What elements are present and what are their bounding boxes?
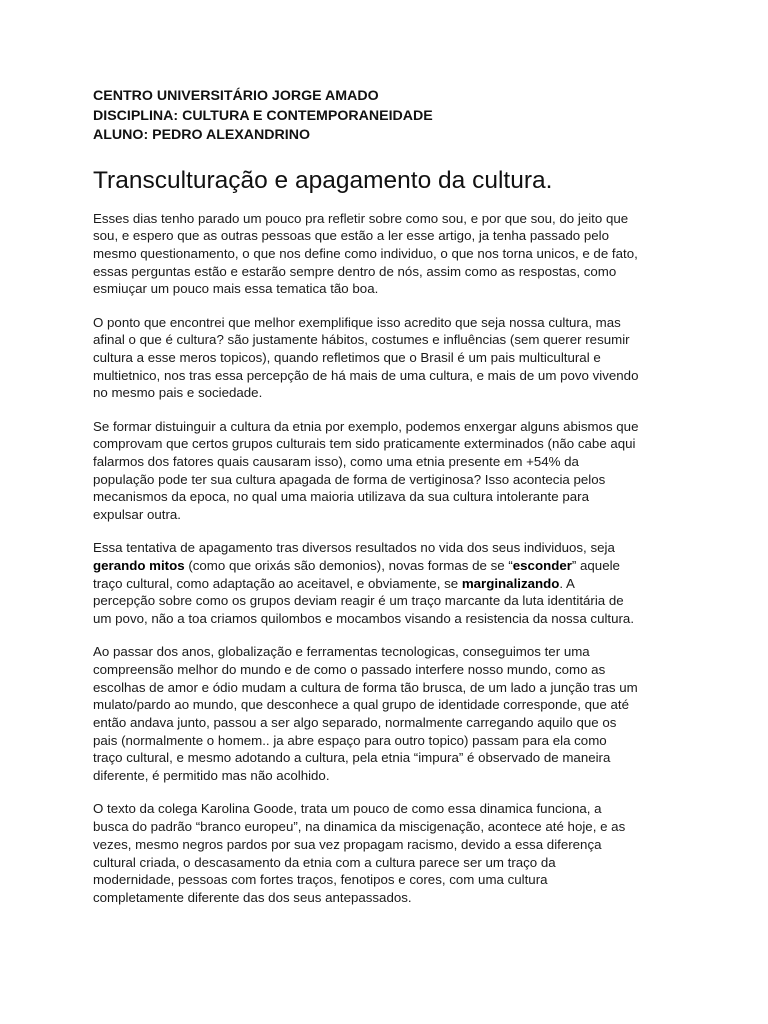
text-line: essas perguntas estão e estarão sempre dentro de nós, assim como as respostas, como <box>93 263 617 279</box>
article-title: Transculturação e apagamento da cultura. <box>93 166 553 194</box>
student-name: ALUNO: PEDRO ALEXANDRINO <box>93 127 311 143</box>
text-line: busca do padrão “branco europeu”, na dinamica da miscigenação, acontece até hoje, e as <box>93 819 626 835</box>
text-line: completamente diferente das dos seus antepassados. <box>93 889 412 905</box>
paragraph-4 <box>93 539 693 628</box>
text-line: pais (normalmente o homem.. ja abre espaço para outro topico) passam para ela como <box>93 732 607 748</box>
text-line: comprovam que certos grupos culturais tem sido praticamente exterminados (não cabe aqui <box>93 436 636 452</box>
text-line: traço cultural, e mesmo adotando a cultura, pela etnia “impura” é observado de maneira <box>93 750 611 766</box>
bold-phrase: esconder <box>512 557 572 573</box>
text-segment: ” aquele <box>571 557 620 573</box>
text-line: esmiuçar um pouco mais essa tematica tão boa. <box>93 281 379 297</box>
text-line: mecanismos da epoca, no qual uma maioria utilizava da sua cultura intolerante para <box>93 489 589 505</box>
text-line: Essa tentativa de apagamento tras diversos resultados no vida dos seus individuos, seja <box>93 540 615 556</box>
text-line: O ponto que encontrei que melhor exemplifique isso acredito que seja nossa cultura, mas <box>93 314 621 330</box>
text-line: então andava junto, passou a ser algo separado, normalmente carregando aquilo que os <box>93 715 617 731</box>
text-line: mulato/pardo ao mundo, que desconhece a qual grupo de identidade corresponde, que até <box>93 697 629 713</box>
text-line: falarmos dos fatores quais causaram isso), como uma etnia presente em +54% da <box>93 453 579 469</box>
text-segment: (como que orixás são demonios), novas formas de se “ <box>184 557 513 573</box>
text-line: vezes, mesmo negros pardos por sua vez propagam racismo, devido a essa diferença <box>93 836 602 852</box>
text-line: um povo, não a toa criamos quilombos e mocambos visando a resistencia da nossa cultura. <box>93 611 635 627</box>
paragraph-1 <box>93 210 693 299</box>
text-line: Ao passar dos anos, globalização e ferramentas tecnologicas, conseguimos ter uma <box>93 644 590 660</box>
document-page <box>93 87 693 922</box>
text-line <box>93 575 693 593</box>
text-line: modernidade, pessoas com fortes traços, fenotipos e cores, com uma cultura <box>93 872 548 888</box>
text-line: cultura a esse meros topicos), quando refletimos que o Brasil é um pais multicultural e <box>93 349 601 365</box>
text-line: mesmo questionamento, o que nos define como individuo, o que nos torna unicos, e de fato, <box>93 245 638 261</box>
course-name: DISCIPLINA: CULTURA E CONTEMPORANEIDADE <box>93 107 433 124</box>
text-line: sou, e espero que as outras pessoas que estão a ler esse artigo, ja tenha passado pelo <box>93 228 609 244</box>
text-line: percepção sobre como os grupos deviam reagir é um traço marcante da luta identitária de <box>93 593 624 609</box>
institution-name: CENTRO UNIVERSITÁRIO JORGE AMADO <box>93 88 379 104</box>
text-line: multietnico, nos tras essa percepção de há mais de uma cultura, e mais de um povo vivendo <box>93 367 639 383</box>
text-line: Se formar distuinguir a cultura da etnia por exemplo, podemos enxergar alguns abismos que <box>93 418 639 434</box>
text-segment: . A <box>559 575 575 591</box>
document-header <box>93 87 693 146</box>
text-segment: traço cultural, como adaptação ao aceitavel, e obviamente, se <box>93 575 462 591</box>
text-line: O texto da colega Karolina Goode, trata um pouco de como essa dinamica funciona, a <box>93 801 602 817</box>
text-line: diferente, é permitido mas não acolhido. <box>93 768 330 784</box>
bold-phrase: marginalizando <box>461 575 560 591</box>
text-line: no mesmo pais e sociedade. <box>93 385 263 401</box>
text-line: cultural criada, o descasamento da etnia com a cultura parece ser um traço da <box>93 854 556 870</box>
text-line: compreensão melhor do mundo e de como o passado interfere nosso mundo, como as <box>93 661 606 677</box>
paragraph-2 <box>93 314 693 403</box>
paragraph-6 <box>93 800 693 906</box>
text-line: escolhas de amor e ódio mudam a cultura de forma tão brusca, de um lado a junção tras um <box>93 679 638 695</box>
bold-phrase: gerando mitos <box>93 557 185 573</box>
paragraph-3 <box>93 418 693 524</box>
text-line: Esses dias tenho parado um pouco pra refletir sobre como sou, e por que sou, do jeito que <box>93 210 629 226</box>
paragraph-5 <box>93 643 693 785</box>
text-line: população pode ter sua cultura apagada de forma de vertiginosa? Isso acontecia pelos <box>93 471 606 487</box>
text-line: expulsar outra. <box>93 507 181 523</box>
text-line: afinal o que é cultura? são justamente hábitos, costumes e influências (sem querer resumir <box>93 332 630 348</box>
text-line <box>93 557 693 575</box>
